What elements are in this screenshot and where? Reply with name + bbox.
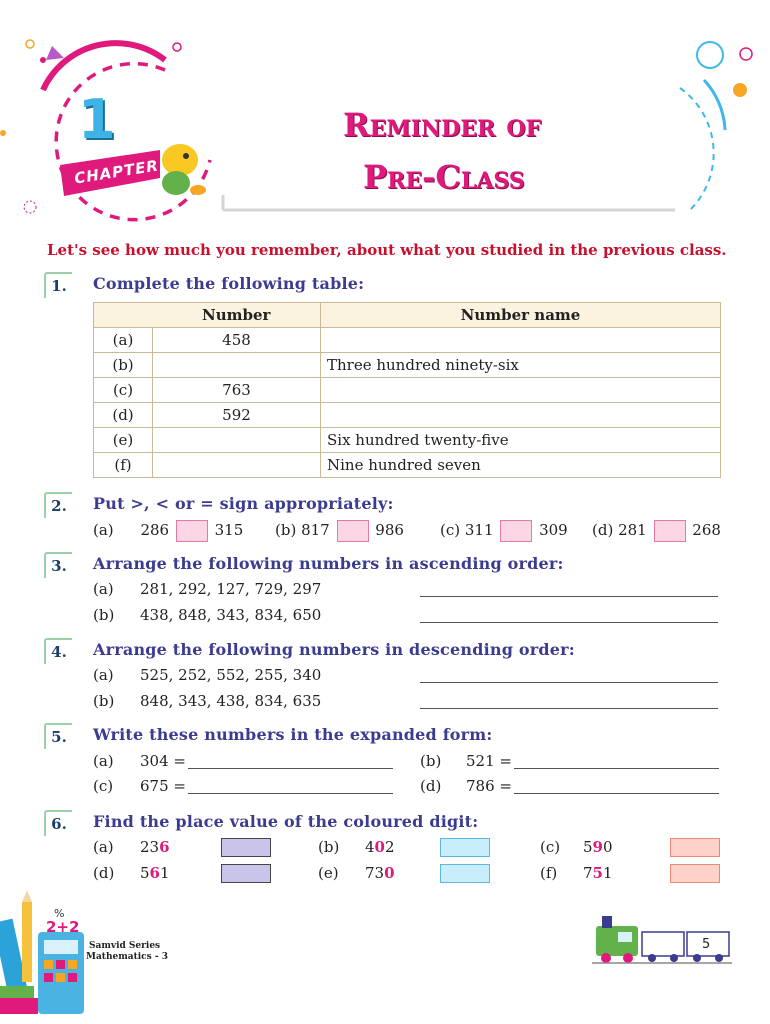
page-number: 5 bbox=[702, 937, 711, 952]
compare-box[interactable] bbox=[654, 520, 686, 542]
compare-left: 286 bbox=[140, 521, 170, 539]
expand-number: 675 = bbox=[140, 777, 186, 795]
compare-right: 268 bbox=[692, 521, 721, 539]
item-label: (c) bbox=[540, 838, 561, 856]
row-number[interactable] bbox=[153, 428, 321, 453]
coloured-digit: 9 bbox=[592, 838, 603, 856]
mascot-icon bbox=[162, 144, 206, 195]
compare-box[interactable] bbox=[176, 520, 208, 542]
compare-box[interactable] bbox=[337, 520, 369, 542]
item-label: (b) bbox=[420, 752, 442, 770]
table-row bbox=[94, 403, 721, 428]
item-label: (b) bbox=[93, 692, 115, 710]
number-list: 438, 848, 343, 834, 650 bbox=[140, 606, 322, 624]
coloured-digit: 6 bbox=[159, 838, 170, 856]
question-number: 2. bbox=[44, 492, 72, 518]
expand-number: 786 = bbox=[466, 777, 512, 795]
table-row bbox=[94, 353, 721, 378]
place-number: 561 bbox=[140, 864, 170, 882]
compare-left: 311 bbox=[464, 521, 494, 539]
coloured-digit: 5 bbox=[592, 864, 603, 882]
place-number: 236 bbox=[140, 838, 170, 856]
badge-percent: % bbox=[54, 907, 65, 920]
table-header-row bbox=[94, 303, 721, 328]
table-row bbox=[94, 378, 721, 403]
page-title-line1: Reminder of bbox=[343, 106, 542, 144]
table-row bbox=[94, 453, 721, 478]
answer-box[interactable] bbox=[440, 864, 490, 883]
badge-sum: 2+2 bbox=[46, 918, 80, 936]
question-number: 3. bbox=[44, 552, 72, 578]
answer-box[interactable] bbox=[670, 864, 720, 883]
row-number-name: Three hundred ninety-six bbox=[321, 353, 721, 378]
row-label: (e) bbox=[94, 428, 153, 453]
item-label: (d) bbox=[420, 777, 442, 795]
number-list: 525, 252, 552, 255, 340 bbox=[140, 666, 322, 684]
compare-item bbox=[275, 520, 404, 542]
place-number: 751 bbox=[583, 864, 613, 882]
row-number[interactable] bbox=[153, 353, 321, 378]
question-text: Arrange the following numbers in ascending order: bbox=[93, 554, 564, 573]
compare-item bbox=[93, 520, 243, 542]
answer-line[interactable] bbox=[188, 793, 393, 794]
item-label: (b) bbox=[275, 521, 297, 539]
coloured-digit: 0 bbox=[384, 864, 395, 882]
item-label: (f) bbox=[540, 864, 558, 882]
compare-item bbox=[440, 520, 568, 542]
question-number: 4. bbox=[44, 638, 72, 664]
answer-line[interactable] bbox=[420, 682, 718, 683]
row-number[interactable] bbox=[153, 453, 321, 478]
row-number-name[interactable] bbox=[321, 328, 721, 353]
number-list: 281, 292, 127, 729, 297 bbox=[140, 580, 322, 598]
train-icon bbox=[592, 912, 732, 966]
answer-box[interactable] bbox=[221, 864, 271, 883]
answer-line[interactable] bbox=[188, 768, 393, 769]
place-number: 730 bbox=[365, 864, 395, 882]
row-number-name[interactable] bbox=[321, 378, 721, 403]
series-name: Samvid Series bbox=[89, 941, 161, 951]
answer-box[interactable] bbox=[670, 838, 720, 857]
place-number: 590 bbox=[583, 838, 613, 856]
item-label: (a) bbox=[93, 838, 114, 856]
table-header-number: Number bbox=[153, 303, 321, 328]
row-number: 592 bbox=[153, 403, 321, 428]
row-label: (b) bbox=[94, 353, 153, 378]
question-text: Complete the following table: bbox=[93, 274, 365, 293]
row-number-name: Nine hundred seven bbox=[321, 453, 721, 478]
compare-left: 817 bbox=[301, 521, 330, 539]
question-text: Arrange the following numbers in descending order: bbox=[93, 640, 575, 659]
item-label: (e) bbox=[318, 864, 339, 882]
item-label: (a) bbox=[93, 521, 114, 539]
answer-line[interactable] bbox=[514, 768, 719, 769]
item-label: (a) bbox=[93, 752, 114, 770]
answer-line[interactable] bbox=[514, 793, 719, 794]
expand-number: 304 = bbox=[140, 752, 186, 770]
expand-number: 521 = bbox=[466, 752, 512, 770]
number-list: 848, 343, 438, 834, 635 bbox=[140, 692, 322, 710]
answer-box[interactable] bbox=[221, 838, 271, 857]
row-number: 763 bbox=[153, 378, 321, 403]
item-label: (d) bbox=[592, 521, 614, 539]
chapter-number: 1 bbox=[78, 88, 116, 151]
answer-line[interactable] bbox=[420, 596, 718, 597]
row-label: (c) bbox=[94, 378, 153, 403]
item-label: (c) bbox=[440, 521, 461, 539]
answer-line[interactable] bbox=[420, 622, 718, 623]
question-text: Find the place value of the coloured digit: bbox=[93, 812, 479, 831]
compare-item bbox=[592, 520, 721, 542]
row-number-name: Six hundred twenty-five bbox=[321, 428, 721, 453]
item-label: (b) bbox=[93, 606, 115, 624]
compare-right: 315 bbox=[214, 521, 244, 539]
compare-left: 281 bbox=[618, 521, 647, 539]
question-text: Put >, < or = sign appropriately: bbox=[93, 494, 394, 513]
coloured-digit: 6 bbox=[149, 864, 160, 882]
subject-name: Mathematics - 3 bbox=[86, 952, 168, 962]
page-title-line2: Pre-Class bbox=[363, 158, 525, 196]
row-label: (a) bbox=[94, 328, 153, 353]
compare-right: 986 bbox=[375, 521, 404, 539]
question-number: 6. bbox=[44, 810, 72, 836]
number-table bbox=[93, 302, 721, 478]
row-number: 458 bbox=[153, 328, 321, 353]
row-label: (d) bbox=[94, 403, 153, 428]
answer-box[interactable] bbox=[440, 838, 490, 857]
item-label: (a) bbox=[93, 666, 114, 684]
question-text: Write these numbers in the expanded form: bbox=[93, 725, 493, 744]
table-row bbox=[94, 428, 721, 453]
compare-box[interactable] bbox=[500, 520, 532, 542]
question-number: 1. bbox=[44, 272, 72, 298]
item-label: (a) bbox=[93, 580, 114, 598]
intro-text: Let's see how much you remember, about what you studied in the previous class. bbox=[47, 241, 727, 259]
row-label: (f) bbox=[94, 453, 153, 478]
table-header-number-name: Number name bbox=[321, 303, 721, 328]
table-row bbox=[94, 328, 721, 353]
item-label: (c) bbox=[93, 777, 114, 795]
answer-line[interactable] bbox=[420, 708, 718, 709]
coloured-digit: 0 bbox=[374, 838, 385, 856]
place-number: 402 bbox=[365, 838, 395, 856]
question-number: 5. bbox=[44, 723, 72, 749]
row-number-name[interactable] bbox=[321, 403, 721, 428]
compare-right: 309 bbox=[539, 521, 568, 539]
item-label: (d) bbox=[93, 864, 115, 882]
triangle-icon bbox=[46, 46, 64, 60]
chapter-label: CHAPTER bbox=[73, 156, 161, 188]
item-label: (b) bbox=[318, 838, 340, 856]
table-header-cell bbox=[94, 303, 153, 328]
